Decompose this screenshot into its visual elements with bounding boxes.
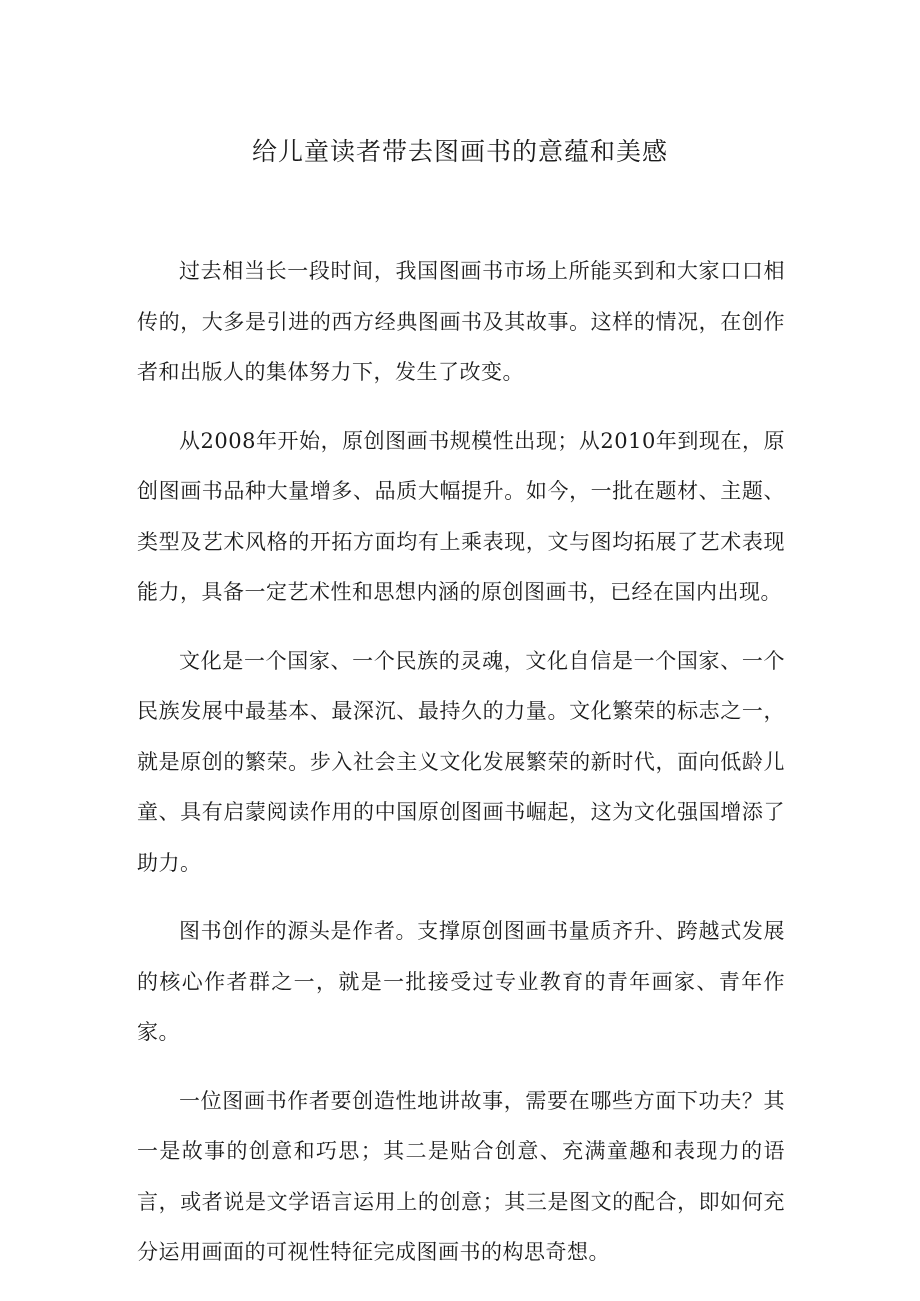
document-title: 给儿童读者带去图画书的意蕴和美感 bbox=[251, 137, 668, 166]
paragraph-4: 图书创作的源头是作者。支撑原创图画书量质齐升、跨越式发展的核心作者群之一，就是一批接受过专业教育的青年画家、青年作家。 bbox=[137, 919, 785, 1044]
paragraph-5: 一位图画书作者要创造性地讲故事，需要在哪些方面下功夫？其一是故事的创意和巧思；其二是贴合创意、充满童趣和表现力的语言，或者说是文学语言运用上的创意；其三是图文的配合，即如何充分运用画面的可视性特征完成图画书的构思奇想。 bbox=[137, 1088, 785, 1264]
paragraph-1: 过去相当长一段时间，我国图画书市场上所能买到和大家口口相传的，大多是引进的西方经典图画书及其故事。这样的情况，在创作者和出版人的集体努力下，发生了改变。 bbox=[137, 259, 785, 384]
document-body bbox=[137, 246, 785, 1296]
paragraph-2: 从2008年开始，原创图画书规模性出现；从2010年到现在，原创图画书品种大量增多、品质大幅提升。如今，一批在题材、主题、类型及艺术风格的开拓方面均有上乘表现，文与图均拓展了艺术表现能力，具备一定艺术性和思想内涵的原创图画书，已经在国内出现。 bbox=[137, 428, 785, 604]
paragraph-3: 文化是一个国家、一个民族的灵魂，文化自信是一个国家、一个民族发展中最基本、最深沉、最持久的力量。文化繁荣的标志之一，就是原创的繁荣。步入社会主义文化发展繁荣的新时代，面向低龄儿童、具有启蒙阅读作用的中国原创图画书崛起，这为文化强国增添了助力。 bbox=[137, 648, 785, 875]
